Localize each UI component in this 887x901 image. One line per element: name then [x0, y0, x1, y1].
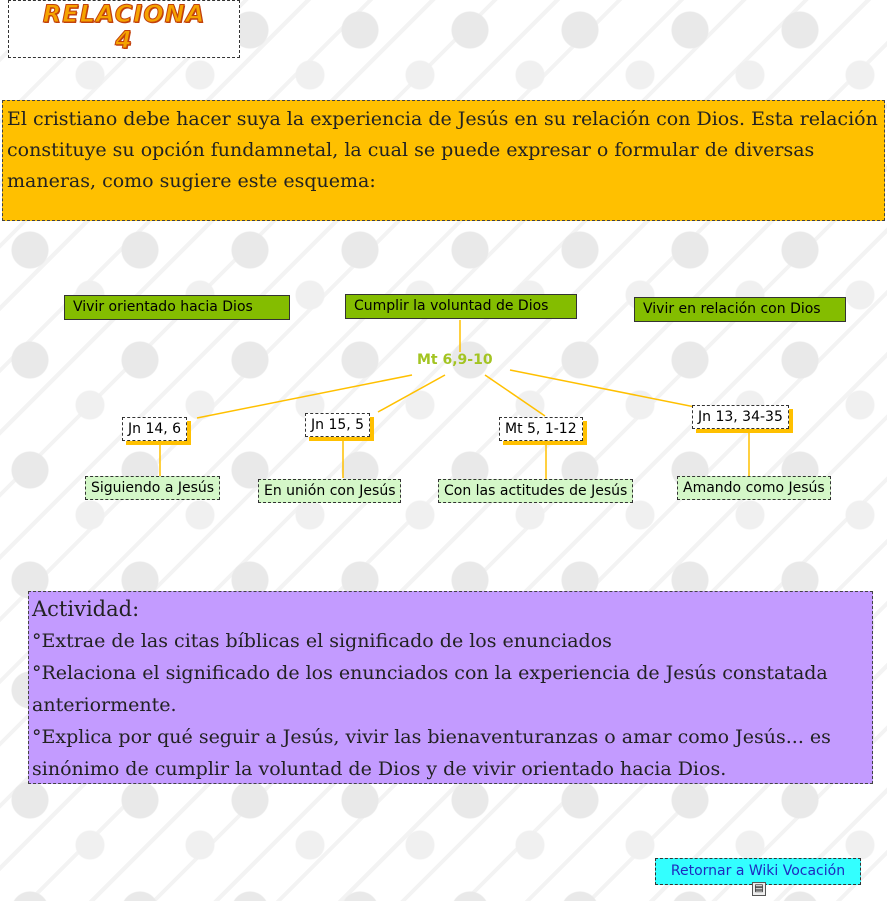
page-icon[interactable]: ▤: [752, 882, 766, 896]
top-box-vivir-relacion: Vivir en relación con Dios: [634, 297, 846, 322]
activity-box: [28, 591, 873, 784]
activity-line-3: °Explica por qué seguir a Jesús, vivir las bienaventuranzas o amar como Jesús... es sinónimo de cumplir la voluntad de Dios y de vivir orientado hacia Dios.: [32, 726, 831, 780]
connector-center-ref-3: [485, 375, 545, 416]
page-title: [8, 0, 240, 58]
center-citation: Mt 6,9-10: [417, 352, 493, 368]
concept-diagram: [0, 280, 887, 520]
bottom-box-amando: Amando como Jesús: [677, 476, 831, 500]
top-box-cumplir-voluntad: Cumplir la voluntad de Dios: [345, 294, 577, 319]
activity-line-2: °Relaciona el significado de los enunciados con la experiencia de Jesús constatada anteriormente.: [32, 662, 828, 716]
activity-title: Actividad:: [32, 597, 140, 621]
bottom-box-union: En unión con Jesús: [258, 479, 401, 503]
ref-mt-5-1-12: Mt 5, 1-12: [499, 417, 583, 441]
intro-text-box: [2, 100, 885, 221]
connector-center-ref-4: [510, 370, 695, 407]
bottom-box-actitudes: Con las actitudes de Jesús: [438, 479, 633, 503]
ref-jn-15-5: Jn 15, 5: [305, 413, 370, 437]
top-box-vivir-orientado: Vivir orientado hacia Dios: [64, 295, 290, 320]
title-line-2: 4: [115, 26, 133, 54]
intro-text: El cristiano debe hacer suya la experiencia de Jesús en su relación con Dios. Esta relación constituye su opción fundamnetal, la cual se puede expresar o formular de diversas maneras, como sugiere este esquema:: [7, 108, 878, 192]
ref-jn-14-6: Jn 14, 6: [122, 417, 187, 441]
title-line-1: RELACIONA: [42, 0, 206, 28]
return-wiki-link[interactable]: Retornar a Wiki Vocación: [655, 858, 861, 885]
ref-jn-13-34-35: Jn 13, 34-35: [692, 405, 789, 429]
bottom-box-siguiendo: Siguiendo a Jesús: [85, 476, 220, 500]
activity-line-1: °Extrae de las citas bíblicas el significado de los enunciados: [32, 630, 612, 652]
